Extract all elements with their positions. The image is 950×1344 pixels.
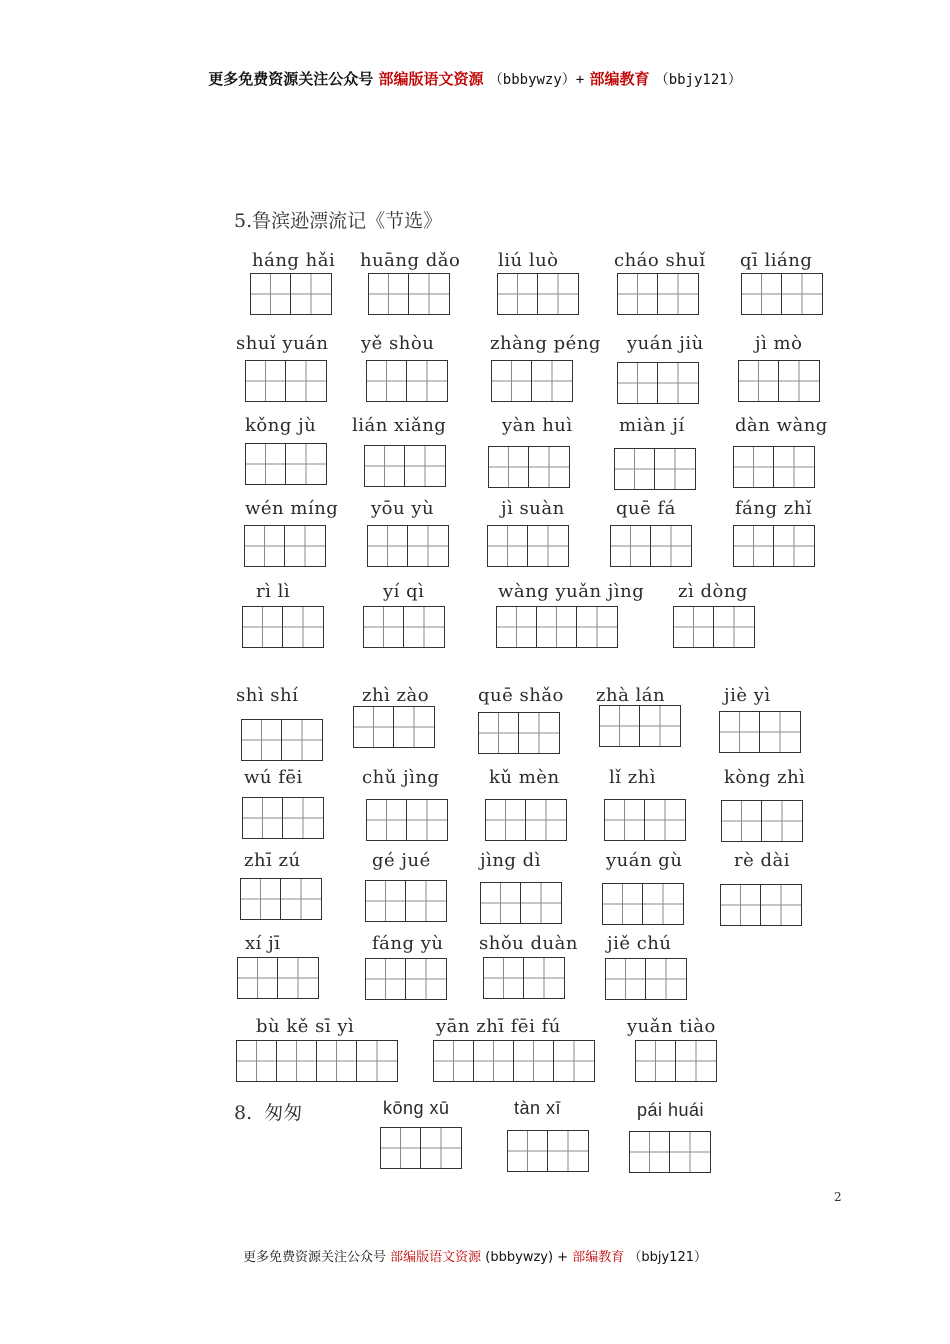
tianzige-cell[interactable] [643,884,683,924]
writing-grid[interactable] [496,606,618,648]
pinyin-label: cháo shuǐ [614,250,706,271]
tianzige-cell[interactable] [676,1041,716,1081]
tianzige-cell[interactable] [761,885,801,925]
tianzige-cell[interactable] [651,526,691,566]
tianzige-cell[interactable] [354,707,394,747]
pinyin-label: gé jué [372,850,431,871]
tianzige-cell[interactable] [242,720,282,760]
writing-grid[interactable] [721,800,803,842]
writing-grid[interactable] [738,360,820,402]
tianzige-cell[interactable] [479,713,519,753]
pinyin-label: wàng yuǎn jìng [498,581,645,602]
header-text: 更多免费资源关注公众号 [208,70,374,88]
tianzige-cell[interactable] [368,526,408,566]
tianzige-cell[interactable] [779,361,819,401]
tianzige-cell[interactable] [655,449,695,489]
tianzige-cell[interactable] [524,958,564,998]
writing-grid[interactable] [491,360,573,402]
header-account-name: 部编版语文资源 [378,70,484,88]
tianzige-cell[interactable] [760,712,800,752]
writing-grid[interactable] [602,883,684,925]
writing-grid[interactable] [629,1131,711,1173]
tianzige-cell[interactable] [291,274,331,314]
writing-grid[interactable] [364,445,446,487]
pinyin-label: zhī zú [244,850,301,871]
writing-grid[interactable] [741,273,823,315]
writing-grid[interactable] [236,1040,398,1082]
pinyin-label: zì dòng [678,581,748,602]
tianzige-cell[interactable] [742,274,782,314]
page-header [0,68,950,89]
tianzige-cell[interactable] [739,361,779,401]
tianzige-cell[interactable] [381,1128,421,1168]
tianzige-cell[interactable] [577,607,617,647]
tianzige-cell[interactable] [774,447,814,487]
tianzige-cell[interactable] [357,1041,397,1081]
pinyin-label: shuǐ yuán [236,333,329,354]
pinyin-label: lǐ zhì [609,767,657,788]
writing-grid[interactable] [507,1130,589,1172]
pinyin-label: kōng xū [383,1098,450,1118]
tianzige-cell[interactable] [278,958,318,998]
section-number: 8. [234,1102,253,1124]
pinyin-label: yuǎn tiào [627,1016,716,1037]
tianzige-cell[interactable] [603,884,643,924]
tianzige-cell[interactable] [674,607,714,647]
tianzige-cell[interactable] [405,446,445,486]
pinyin-label: yí qì [383,581,425,602]
pinyin-label: dàn wàng [735,415,828,436]
tianzige-cell[interactable] [782,274,822,314]
tianzige-cell[interactable] [734,526,774,566]
tianzige-cell[interactable] [538,274,578,314]
pinyin-label: shì shí [236,685,299,706]
tianzige-cell[interactable] [721,885,761,925]
pinyin-label: lián xiǎng [352,415,447,436]
tianzige-cell[interactable] [238,958,278,998]
page-number: 2 [834,1190,842,1204]
tianzige-cell[interactable] [367,361,407,401]
tianzige-cell[interactable] [762,801,802,841]
writing-grid[interactable] [244,525,326,567]
writing-grid[interactable] [733,525,815,567]
pinyin-label: zhàng péng [490,333,601,354]
pinyin-label: yān zhī fēi fú [436,1016,561,1037]
writing-grid[interactable] [614,448,696,490]
tianzige-cell[interactable] [409,274,449,314]
writing-grid[interactable] [635,1040,717,1082]
tianzige-cell[interactable] [508,1131,548,1171]
tianzige-cell[interactable] [394,707,434,747]
writing-grid[interactable] [610,525,692,567]
pinyin-label: zhì zào [362,685,430,706]
header-account-name-2: 部编教育 [589,70,650,88]
tianzige-cell[interactable] [488,526,528,566]
pinyin-label: pái huái [637,1100,705,1120]
pinyin-label: xí jī [245,933,281,954]
writing-grid[interactable] [242,797,324,839]
writing-grid[interactable] [733,446,815,488]
pinyin-label: kòng zhì [724,767,806,788]
tianzige-cell[interactable] [526,800,566,840]
tianzige-cell[interactable] [286,361,326,401]
writing-grid[interactable] [673,606,755,648]
tianzige-cell[interactable] [528,526,568,566]
tianzige-cell[interactable] [498,274,538,314]
pinyin-label: jiě chú [607,933,672,954]
writing-grid[interactable] [605,958,687,1000]
writing-grid[interactable] [250,273,332,315]
pinyin-label: miàn jí [619,415,685,436]
tianzige-cell[interactable] [714,607,754,647]
writing-grid[interactable] [366,799,448,841]
pinyin-label: rè dài [734,850,790,871]
tianzige-cell[interactable] [734,447,774,487]
page-footer [0,1246,950,1265]
header-account-id-2: （bbjy121） [654,72,742,88]
writing-grid[interactable] [242,606,324,648]
writing-grid[interactable] [480,882,562,924]
tianzige-cell[interactable] [640,706,680,746]
tianzige-cell[interactable] [243,607,283,647]
writing-grid[interactable] [488,446,570,488]
tianzige-cell[interactable] [366,881,406,921]
tianzige-cell[interactable] [283,798,323,838]
tianzige-cell[interactable] [497,607,537,647]
writing-grid[interactable] [241,719,323,761]
pinyin-label: jì mò [755,333,803,354]
tianzige-cell[interactable] [492,361,532,401]
tianzige-cell[interactable] [243,798,283,838]
pinyin-label: jì suàn [501,498,565,519]
pinyin-label: fáng yù [372,933,444,954]
tianzige-cell[interactable] [404,607,444,647]
tianzige-cell[interactable] [670,1132,710,1172]
writing-grid[interactable] [604,799,686,841]
tianzige-cell[interactable] [366,959,406,999]
writing-grid[interactable] [245,443,327,485]
tianzige-cell[interactable] [317,1041,357,1081]
writing-grid[interactable] [617,362,699,404]
pinyin-label: shǒu duàn [479,933,578,954]
tianzige-cell[interactable] [519,713,559,753]
pinyin-label: wén míng [245,498,339,519]
tianzige-cell[interactable] [421,1128,461,1168]
tianzige-cell[interactable] [246,361,286,401]
writing-grid[interactable] [485,799,567,841]
pinyin-label: zhà lán [596,685,666,706]
tianzige-cell[interactable] [606,959,646,999]
writing-grid[interactable] [478,712,560,754]
tianzige-cell[interactable] [241,879,281,919]
pinyin-label: yuán gù [606,850,683,871]
tianzige-cell[interactable] [406,959,446,999]
tianzige-cell[interactable] [636,1041,676,1081]
pinyin-label: tàn xī [514,1098,562,1118]
writing-grid[interactable] [497,273,579,315]
tianzige-cell[interactable] [486,800,526,840]
header-account-id: （bbbywzy）+ [488,72,585,88]
tianzige-cell[interactable] [246,444,286,484]
tianzige-cell[interactable] [774,526,814,566]
pinyin-label: yě shòu [361,333,435,354]
writing-grid[interactable] [237,957,319,999]
tianzige-cell[interactable] [281,879,321,919]
writing-grid[interactable] [483,957,565,999]
tianzige-cell[interactable] [615,449,655,489]
tianzige-cell[interactable] [364,607,404,647]
footer-account-name: 部编版语文资源 [390,1250,482,1265]
pinyin-label: fáng zhǐ [735,498,813,519]
writing-grid[interactable] [366,360,448,402]
pinyin-label: yōu yù [371,498,435,519]
tianzige-cell[interactable] [611,526,651,566]
pinyin-label: yuán jiù [627,333,704,354]
writing-grid[interactable] [599,705,681,747]
writing-grid[interactable] [617,273,699,315]
tianzige-cell[interactable] [283,607,323,647]
pinyin-label: bù kě sī yì [256,1016,355,1037]
writing-grid[interactable] [240,878,322,920]
section-title-8 [234,1098,302,1125]
tianzige-cell[interactable] [245,526,285,566]
tianzige-cell[interactable] [605,800,645,840]
pinyin-label: yàn huì [502,415,573,436]
writing-grid[interactable] [363,606,445,648]
tianzige-cell[interactable] [282,720,322,760]
tianzige-cell[interactable] [277,1041,317,1081]
tianzige-cell[interactable] [286,444,326,484]
tianzige-cell[interactable] [367,800,407,840]
tianzige-cell[interactable] [489,447,529,487]
tianzige-cell[interactable] [237,1041,277,1081]
writing-grid[interactable] [433,1040,595,1082]
tianzige-cell[interactable] [521,883,561,923]
tianzige-cell[interactable] [407,361,447,401]
writing-grid[interactable] [245,360,327,402]
tianzige-cell[interactable] [618,274,658,314]
tianzige-cell[interactable] [548,1131,588,1171]
pinyin-label: qī liáng [740,250,813,271]
pinyin-label: quē fá [616,498,676,519]
tianzige-cell[interactable] [722,801,762,841]
pinyin-label: chǔ jìng [362,767,440,788]
pinyin-label: rì lì [256,581,291,602]
pinyin-label: jìng dì [480,850,541,871]
tianzige-cell[interactable] [658,363,698,403]
tianzige-cell[interactable] [537,607,577,647]
pinyin-label: jiè yì [724,685,771,706]
tianzige-cell[interactable] [484,958,524,998]
pinyin-label: liú luò [498,250,559,271]
tianzige-cell[interactable] [408,526,448,566]
tianzige-cell[interactable] [434,1041,474,1081]
footer-account-name-2: 部编教育 [572,1250,625,1265]
tianzige-cell[interactable] [285,526,325,566]
writing-grid[interactable] [353,706,435,748]
tianzige-cell[interactable] [658,274,698,314]
tianzige-cell[interactable] [474,1041,514,1081]
writing-grid[interactable] [368,273,450,315]
tianzige-cell[interactable] [406,881,446,921]
pinyin-label: kǔ mèn [489,767,560,788]
tianzige-cell[interactable] [600,706,640,746]
tianzige-cell[interactable] [251,274,291,314]
writing-grid[interactable] [367,525,449,567]
tianzige-cell[interactable] [554,1041,594,1081]
tianzige-cell[interactable] [514,1041,554,1081]
writing-grid[interactable] [487,525,569,567]
tianzige-cell[interactable] [618,363,658,403]
footer-account-id: (bbbywzy) + [485,1250,569,1265]
pinyin-label: quē shǎo [478,685,564,706]
pinyin-label: kǒng jù [245,415,317,436]
tianzige-cell[interactable] [630,1132,670,1172]
tianzige-cell[interactable] [365,446,405,486]
pinyin-label: huāng dǎo [360,250,461,271]
footer-text: 更多免费资源关注公众号 [242,1250,386,1265]
tianzige-cell[interactable] [481,883,521,923]
writing-grid[interactable] [365,880,447,922]
tianzige-cell[interactable] [369,274,409,314]
tianzige-cell[interactable] [532,361,572,401]
footer-account-id-2: （bbjy121） [628,1250,707,1265]
writing-grid[interactable] [365,958,447,1000]
pinyin-label: wú fēi [244,767,303,788]
tianzige-cell[interactable] [720,712,760,752]
writing-grid[interactable] [380,1127,462,1169]
tianzige-cell[interactable] [646,959,686,999]
pinyin-label: háng hǎi [252,250,336,271]
writing-grid[interactable] [720,884,802,926]
tianzige-cell[interactable] [645,800,685,840]
section-heading: 匆匆 [264,1102,303,1124]
tianzige-cell[interactable] [529,447,569,487]
tianzige-cell[interactable] [407,800,447,840]
writing-grid[interactable] [719,711,801,753]
section-title-5: 5.鲁滨逊漂流记《节选》 [234,210,443,232]
